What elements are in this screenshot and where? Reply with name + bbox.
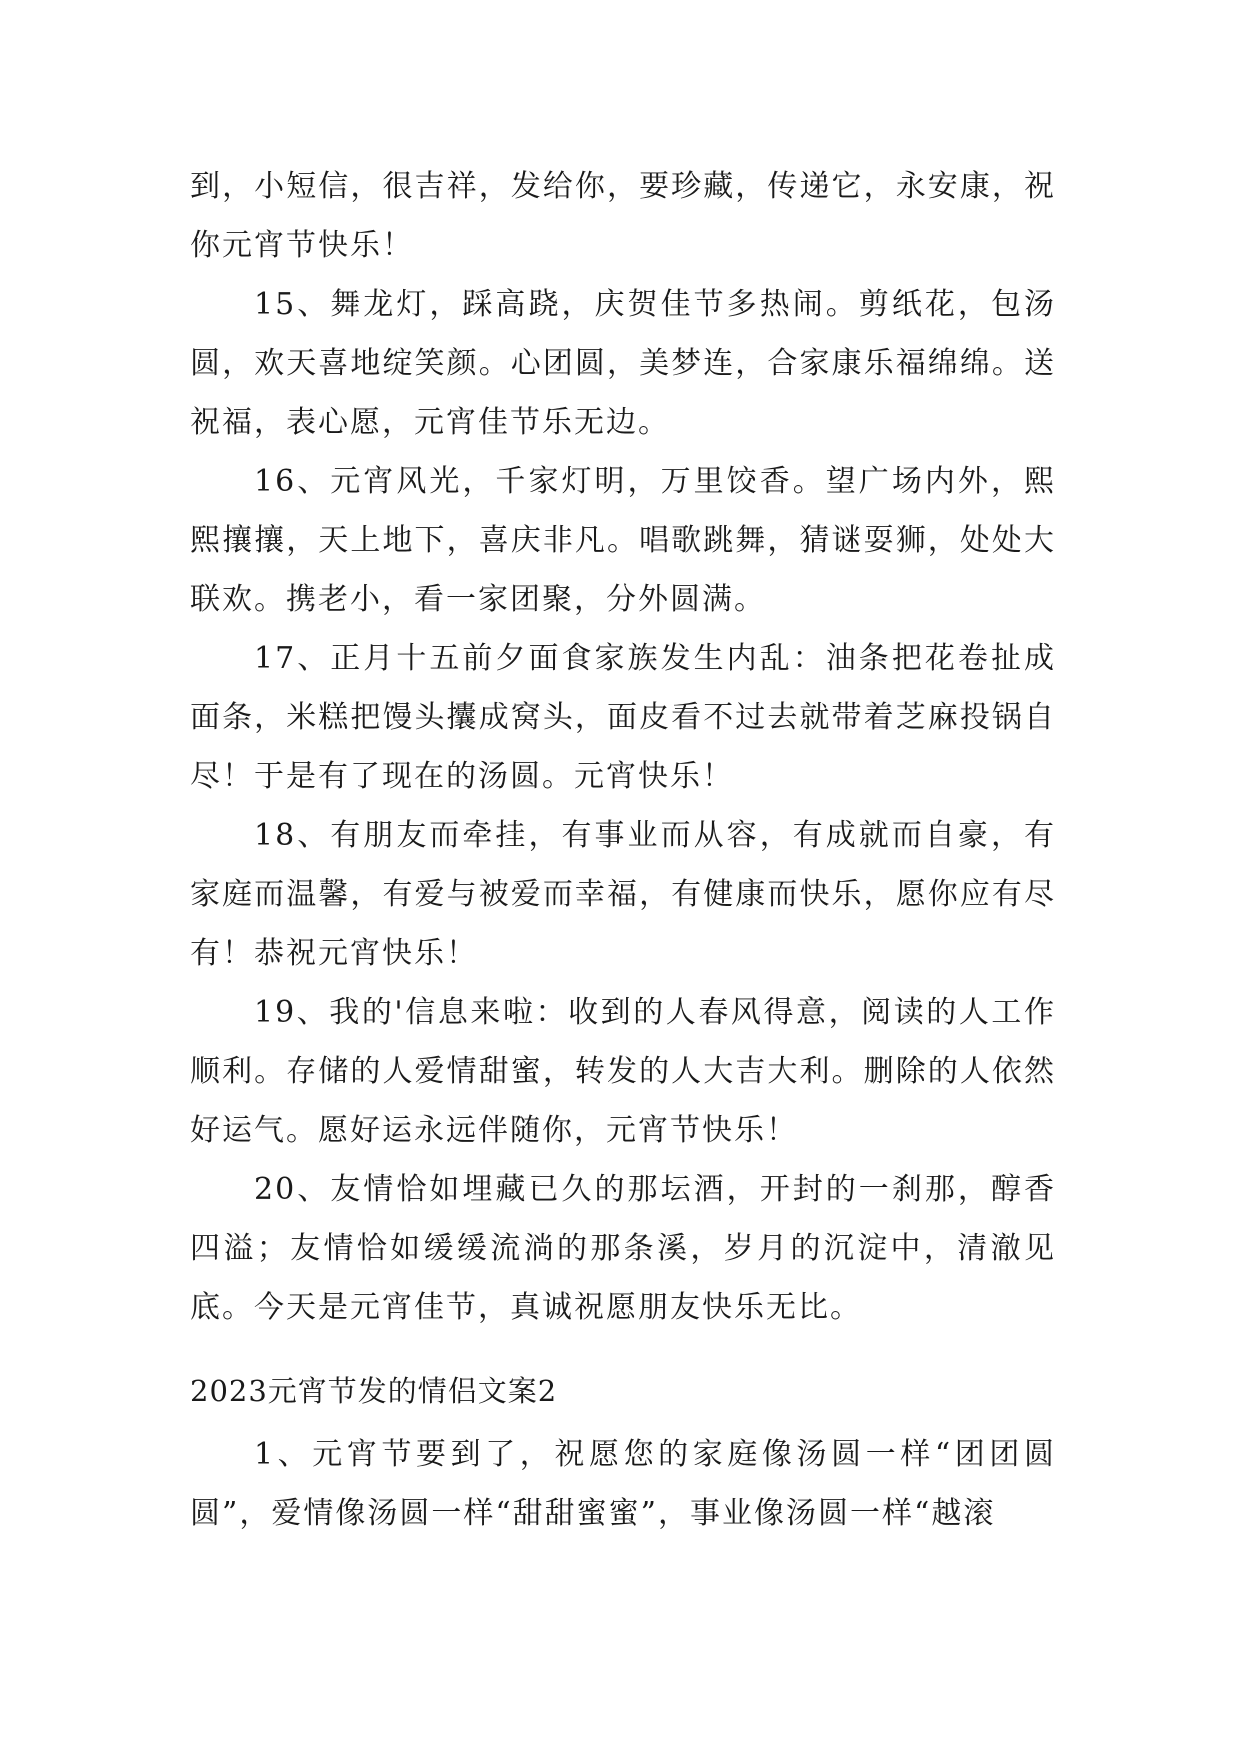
body-text-top [190, 157, 1056, 1337]
paragraph-19: 19、我的'信息来啦：收到的人春风得意，阅读的人工作顺利。存储的人爱情甜蜜，转发的人大吉大利。删除的人依然好运气。愿好运永远伴随你，元宵节快乐！ [190, 995, 1056, 1148]
paragraph-18: 18、有朋友而牵挂，有事业而从容，有成就而自豪，有家庭而温馨，有爱与被爱而幸福，有健康而快乐，愿你应有尽有！恭祝元宵快乐！ [190, 818, 1056, 971]
paragraph-16: 16、元宵风光，千家灯明，万里饺香。望广场内外，熙熙攘攘，天上地下，喜庆非凡。唱歌跳舞，猜谜耍狮，处处大联欢。携老小，看一家团聚，分外圆满。 [190, 464, 1056, 617]
paragraph-continuation: 到，小短信，很吉祥，发给你，要珍藏，传递它，永安康，祝你元宵节快乐！ [190, 169, 1056, 263]
paragraph-20: 20、友情恰如埋藏已久的那坛酒，开封的一刹那，醇香四溢；友情恰如缓缓流淌的那条溪，岁月的沉淀中，清澈见底。今天是元宵佳节，真诚祝愿朋友快乐无比。 [190, 1172, 1056, 1325]
paragraph-15: 15、舞龙灯，踩高跷，庆贺佳节多热闹。剪纸花，包汤圆，欢天喜地绽笑颜。心团圆，美梦连，合家康乐福绵绵。送祝福，表心愿，元宵佳节乐无边。 [190, 287, 1056, 440]
section-heading: 2023元宵节发的情侣文案2 [190, 1374, 558, 1408]
body-text-bottom [190, 1425, 1056, 1543]
paragraph-17: 17、正月十五前夕面食家族发生内乱：油条把花卷扯成面条，米糕把馒头攮成窝头，面皮看不过去就带着芝麻投锅自尽！于是有了现在的汤圆。元宵快乐！ [190, 641, 1056, 794]
paragraph-1: 1、元宵节要到了，祝愿您的家庭像汤圆一样“团团圆圆”，爱情像汤圆一样“甜甜蜜蜜”，事业像汤圆一样“越滚 [190, 1437, 1056, 1531]
